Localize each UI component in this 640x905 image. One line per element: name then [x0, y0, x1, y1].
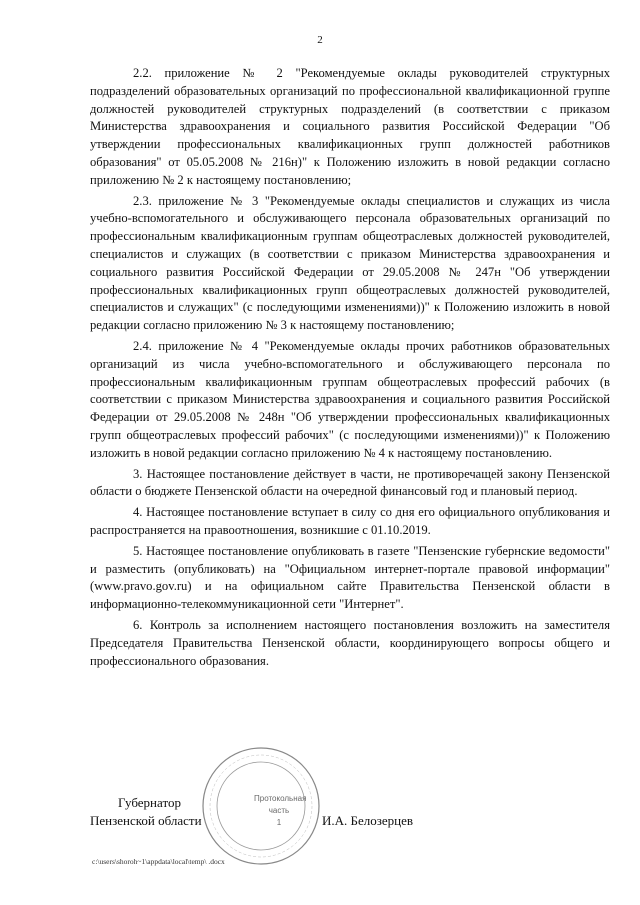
signer-name: И.А. Белозерцев [322, 813, 414, 828]
seal-line-1: Протокольная [254, 794, 307, 803]
file-path-footer: c:\users\shoroh~1\appdata\local\temp\ .docx [92, 857, 225, 866]
seal-line-2: часть [268, 806, 290, 815]
page-number: 2 [317, 34, 323, 46]
document-body [90, 65, 610, 673]
paragraph-6: 6. Контроль за исполнением настоящего постановления возложить на заместителя Председателя Правительства Пензенской области, координирующего вопросы общего и профессионального образования. [90, 617, 610, 668]
paragraph-2-2: 2.2. приложение № 2 "Рекомендуемые оклады руководителей структурных подразделений образовательных организаций по профессиональной квалификационной группе должностей руководителей структурных подразделений (в соответствии с приказом Министерства здравоохранения и социального развития Российской Федерации "Об утверждении профессиональных квалификационных групп должностей работников образования" от 05.05.2008 № 216н)" к Положению изложить в новой редакции согласно приложению № 2 к настоящему постановлению; [90, 66, 610, 187]
paragraph-5: 5. Настоящее постановление опубликовать в газете "Пензенские губернские ведомости" и разместить (опубликовать) на "Официальном интернет-портале правовой информации" (www.pravo.gov.ru) и на официальном сайте Правительства Пензенской области в информационно-телекоммуникационной сети "Интернет". [90, 543, 610, 612]
paragraph-3: 3. Настоящее постановление действует в части, не противоречащей закону Пензенской области о бюджете Пензенской области на очередной финансовый год и плановый период. [90, 466, 610, 499]
signer-title-line2: Пензенской области [90, 813, 202, 828]
paragraph-2-3: 2.3. приложение № 3 "Рекомендуемые оклады специалистов и служащих из числа учебно-вспомогательного и обслуживающего персонала образовательных организаций по профессиональным квалификационным группам общеотраслевых должностей руководителей, специалистов и служащих (в соответствии с приказом Министерства здравоохранения и социального развития Российской Федерации от 29.05.2008 № 247н "Об утверждении профессиональных квалификационных групп общеотраслевых должностей руководителей, специалистов и служащих" (с последующими изменениями))" к Положению изложить в новой редакции согласно приложению № 3 к настоящему постановлению; [90, 193, 610, 333]
official-seal [200, 745, 322, 867]
paragraph-2-4: 2.4. приложение № 4 "Рекомендуемые оклады прочих работников образовательных организаций из числа учебно-вспомогательного и обслуживающего персонала по профессиональным квалификационным группам общеотраслевых профессий рабочих (в соответствии с приказом Министерства здравоохранения и социального развития Российской Федерации от 29.05.2008 № 248н "Об утверждении профессиональных квалификационных групп общеотраслевых профессий рабочих" (с последующими изменениями))" к Положению изложить в новой редакции согласно приложению № 4 к настоящему постановлению. [90, 338, 610, 460]
seal-inner-text [254, 793, 307, 829]
paragraph-4: 4. Настоящее постановление вступает в силу со дня его официального опубликования и распространяется на правоотношения, возникшие с 01.10.2019. [90, 505, 610, 537]
seal-line-3: 1 [276, 818, 282, 827]
signer-title-line1: Губернатор [118, 795, 181, 810]
